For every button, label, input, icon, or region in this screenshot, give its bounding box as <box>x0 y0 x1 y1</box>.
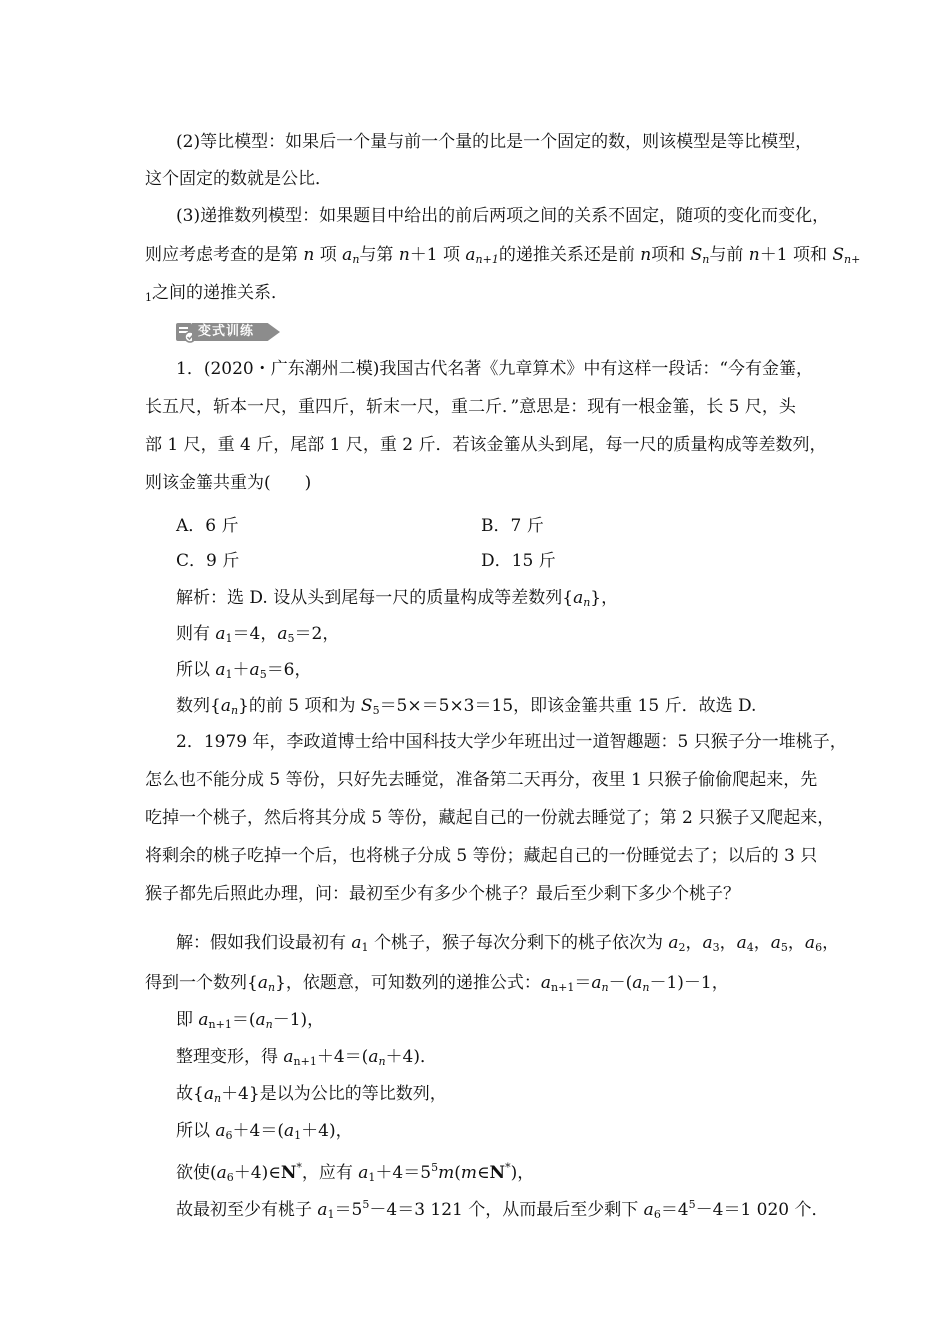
badge-label: 变式训练 <box>198 324 255 339</box>
paragraph-geometric-model-line2: 这个固定的数就是公比． <box>145 169 332 189</box>
q2-line1: 2．1979 年，李政道博士给中国科技大学少年班出过一道智趣题：5 只猴子分一堆桃子， <box>176 732 847 752</box>
q2-line4: 将剩余的桃子吃掉一个后，也将桃子分成 5 等份；藏起自己的一份睡觉去了；以后的 3 只 <box>145 846 818 866</box>
q1-solution-line4: 数列$\{a_n\}$的前 5 项和为 $S_5=5\times=5\times 3=15$，即该金箠共重 15 斤．故选 D. <box>176 696 757 717</box>
q1-solution-line3: 所以 $a_1+a_5=6$， <box>176 660 312 681</box>
paragraph-geometric-model-line1: (2)等比模型：如果后一个量与前一个量的比是一个固定的数，则该模型是等比模型， <box>176 132 813 152</box>
q2-solution-line2: 得到一个数列$\{a_n\}$，依题意，可知数列的递推公式：$a_{n+1}=a_n-(a_n-1)-1$， <box>145 973 729 994</box>
q2-solution-line1: 解：假如我们设最初有 $a_1$ 个桃子，猴子每次分剩下的桃子依次为 $a_2$，$a_3$，$a_4$，$a_5$，$a_6$， <box>176 933 840 954</box>
q2-solution-line7: 欲使$(a_6+4)\in N^*$，应有 $a_1+4=5^5m(m\in N^*)$， <box>176 1161 535 1184</box>
q2-solution-line8: 故最初至少有桃子 $a_1=5^5-4=3$ 121 个，从而最后至少剩下 $a_6=4^5-4=1$ 020 个． <box>176 1198 829 1221</box>
q1-option-d: D．15 斤 <box>481 551 556 571</box>
q1-option-b: B．7 斤 <box>481 516 544 536</box>
q2-solution-line3: 即 $a_{n+1}=(a_n-1)$， <box>176 1010 325 1031</box>
paragraph-recursive-model-line1: (3)递推数列模型：如果题目中给出的前后两项之间的关系不固定，随项的变化而变化， <box>176 206 830 226</box>
q2-line3: 吃掉一个桃子，然后将其分成 5 等份，藏起自己的一份就去睡觉了；第 2 只猴子又爬起来， <box>145 808 835 828</box>
q1-line2: 长五尺，斩本一尺，重四斤，斩末一尺，重二斤．”意思是：现有一根金箠，长 5 尺，头 <box>145 397 796 417</box>
q2-line5: 猴子都先后照此办理，问：最初至少有多少个桃子？最后至少剩下多少个桃子？ <box>145 884 740 904</box>
paragraph-recursive-model-line2: 则应考虑考查的是第 n 项 $a_n$与第 n＋1 项 $a_{n+1}$的递推关系还是前 n项和 $S_n$与前 n＋1 项和 $S_{n+}$ <box>145 245 861 266</box>
q1-option-c: C．9 斤 <box>176 551 240 571</box>
q1-line1: 1．(2020・广东潮州二模)我国古代名著《九章算术》中有这样一段话：“今有金箠， <box>176 359 814 379</box>
q1-solution-line1: 解析：选 D. 设从头到尾每一尺的质量构成等差数列$\{a_n\}$， <box>176 588 619 609</box>
q2-solution-line5: 故$\{a_n+4\}$是以为公比的等比数列， <box>176 1084 447 1105</box>
q1-option-a: A．6 斤 <box>176 516 239 536</box>
q2-solution-line6: 所以 $a_6+4=(a_1+4)$， <box>176 1121 353 1142</box>
q1-line4: 则该金箠共重为( ) <box>145 473 312 493</box>
q1-line3: 部 1 尺，重 4 斤，尾部 1 尺，重 2 斤．若该金箠从头到尾，每一尺的质量构成等差数列， <box>145 435 827 455</box>
paragraph-recursive-model-line3: $_1$之间的递推关系． <box>145 283 288 304</box>
q2-solution-line4: 整理变形，得 $a_{n+1}+4=(a_n+4)$． <box>176 1047 437 1068</box>
q1-solution-line2: 则有 $a_1=4$，$a_5=2$， <box>176 624 340 645</box>
variant-training-badge <box>174 320 280 344</box>
q2-line2: 怎么也不能分成 5 等份，只好先去睡觉，准备第二天再分，夜里 1 只猴子偷偷爬起来，先 <box>145 770 818 790</box>
